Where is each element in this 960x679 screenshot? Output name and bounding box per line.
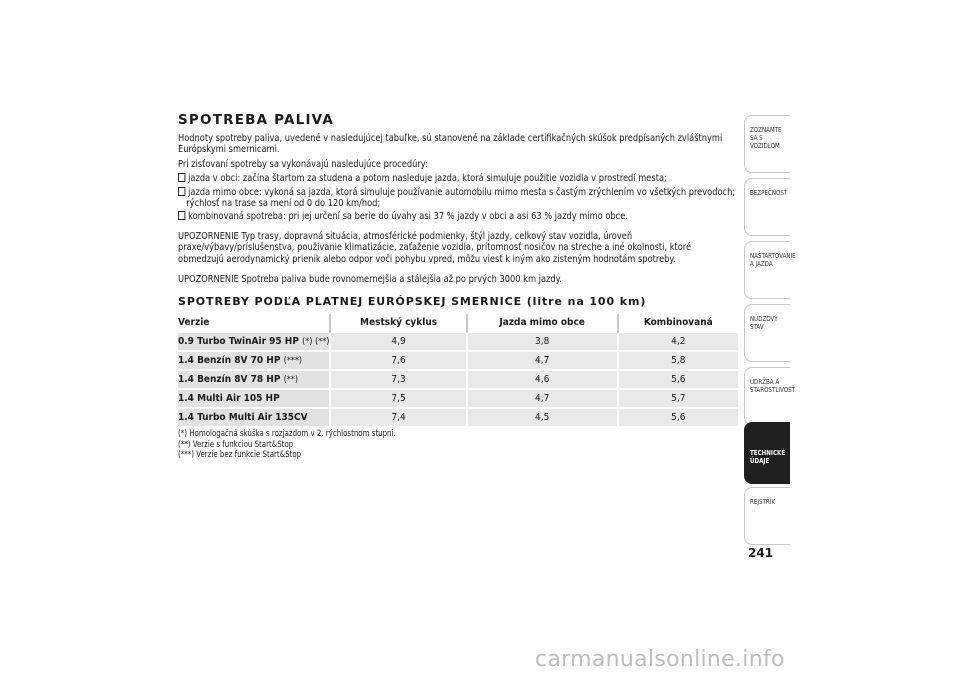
extra-urban-value: 3,8	[467, 332, 618, 351]
table-title: SPOTREBY PODĽA PLATNEJ EURÓPSKEJ SMERNICE (litre na 100 km)	[178, 295, 647, 309]
city-value: 4,9	[330, 332, 466, 351]
combined-value: 4,2	[618, 332, 738, 351]
version-name: 1.4 Benzín 8V 78 HP	[178, 374, 281, 386]
checkbox-bullet-icon	[178, 187, 185, 196]
city-value: 7,3	[330, 370, 466, 389]
tab-starting-driving[interactable]: NAŠTARTOVANIE A JAZDA	[744, 241, 790, 299]
footnotes	[178, 429, 693, 461]
combined-value: 5,6	[618, 408, 738, 427]
tab-emergency[interactable]: NÚDZOVÝ STAV	[744, 304, 790, 362]
combined-value: 5,6	[618, 370, 738, 389]
table-row	[178, 351, 738, 370]
version-name: 1.4 Turbo Multi Air 135CV	[178, 412, 308, 424]
page-number: 241	[748, 546, 774, 560]
tab-index[interactable]: REJSTŘÍK	[744, 487, 790, 545]
header-extra-urban: Jazda mimo obce	[467, 314, 618, 332]
extra-urban-value: 4,5	[467, 408, 618, 427]
table-row	[178, 370, 738, 389]
version-tag: (**)	[283, 375, 298, 386]
footnote: (*) Homologačná skúška s rozjazdom v 2. rýchlostnom stupni.	[178, 429, 396, 440]
version-name: 0.9 Turbo TwinAir 95 HP	[178, 336, 299, 348]
footnote: (***) Verzie bez funkcie Start&Stop	[178, 450, 302, 461]
page-title: SPOTREBA PALIVA	[178, 112, 335, 128]
city-value: 7,6	[330, 351, 466, 370]
intro-text: Hodnoty spotreby paliva, uvedené v nasledujúcej tabuľke, sú stanovené na základe certifikačných skúšok predpísaných zvláštnymi Európskymi smernicami.	[178, 133, 723, 156]
extra-urban-value: 4,7	[467, 389, 618, 408]
version-tag: (***)	[283, 356, 303, 367]
page-content	[178, 112, 738, 461]
checkbox-bullet-icon	[178, 173, 185, 182]
table-header-row	[178, 314, 738, 332]
tab-safety[interactable]: BEZPEČNOSŤ	[744, 178, 790, 236]
table-row	[178, 389, 738, 408]
watermark: carmanualsonline.info	[535, 647, 785, 672]
warning-text-2: UPOZORNENIE Spotreba paliva bude rovnomernejšia a stálejšia až po prvých 3000 km jazdy.	[178, 274, 562, 286]
tab-introduction[interactable]: ZOZNÁMTE SA S VOZIDLOM	[744, 115, 790, 173]
city-value: 7,4	[330, 408, 466, 427]
warning-text: UPOZORNENIE Typ trasy, dopravná situácia, atmosférické podmienky, štýl jazdy, celkový stav vozidla, úroveň praxe/výbavy/príslušenstva, používanie klimatizácie, zaťaženie vozidla, prítomnosť nosičov na streche a iné okolnosti, ktoré obmedzujú aerodynamický prienik alebo odpor voči pohybu vpred, môžu viesť k iným ako zisteným hodnotám spotreby.	[178, 230, 692, 265]
checkbox-bullet-icon	[178, 211, 185, 220]
footnote: (**) Verzie s funkciou Start&Stop	[178, 439, 294, 450]
city-value: 7,5	[330, 389, 466, 408]
version-name: 1.4 Multi Air 105 HP	[178, 393, 280, 405]
tab-technical-data[interactable]: TECHNICKÉ ÚDAJE	[744, 422, 790, 484]
table-row	[178, 408, 738, 427]
header-city: Mestský cyklus	[330, 314, 466, 332]
extra-urban-value: 4,6	[467, 370, 618, 389]
table-row	[178, 332, 738, 351]
combined-value: 5,8	[618, 351, 738, 370]
consumption-table	[178, 314, 738, 427]
procedure-item: kombinovaná spotreba: pri jej určení sa berie do úvahy asi 37 % jazdy v obci a asi 63 % jazdy mimo obce.	[178, 211, 736, 222]
combined-value: 5,7	[618, 389, 738, 408]
header-versions: Verzie	[178, 317, 210, 329]
version-name: 1.4 Benzín 8V 70 HP	[178, 355, 281, 367]
tab-maintenance[interactable]: ÚDRŽBA A STAROSTLIVOSŤ	[744, 367, 790, 425]
procedure-item: jazda mimo obce: vykoná sa jazda, ktorá simuluje používanie automobilu mimo mesta s častým zrýchlením vo všetkých prevodoch; rýchlosť na trase sa mení od 0 do 120 km/hod;	[178, 187, 736, 210]
extra-urban-value: 4,7	[467, 351, 618, 370]
procedure-item: jazda v obci: začína štartom za studena a potom nasleduje jazda, ktorá simuluje použitie vozidla v prostredí mesta;	[178, 173, 736, 184]
header-combined: Kombinovaná	[618, 314, 738, 332]
procedures-lead: Pri zisťovaní spotreby sa vykonávajú nasledujúce procedúry:	[178, 158, 428, 170]
version-tag: (*) (**)	[302, 337, 330, 348]
